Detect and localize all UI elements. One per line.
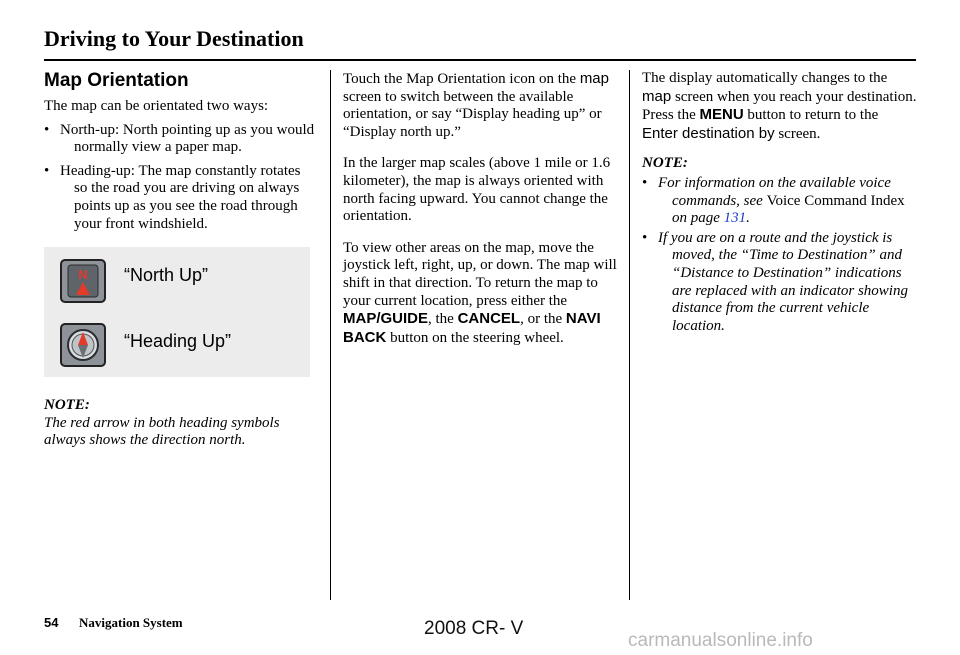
paragraph-map-scales: In the larger map scales (above 1 mile or 1.6 kilometer), the map is always oriented with north facing upward. You cannot change the orientation. bbox=[343, 155, 611, 225]
voice-command-index-ref: Voice Command Index bbox=[766, 192, 905, 209]
page-title: Driving to Your Destination bbox=[44, 26, 304, 51]
page-link[interactable]: 131 bbox=[723, 210, 747, 227]
column-left bbox=[44, 70, 316, 450]
note-label: NOTE: bbox=[642, 155, 688, 172]
north-up-icon bbox=[60, 259, 106, 303]
list-item: • If you are on a route and the joystick is moved, the “Time to Destination” and “Distance to Destination” indications are replaced with an indicator showing distance from the current vehicle location. bbox=[642, 230, 917, 336]
map-screen-term: map bbox=[642, 87, 672, 105]
cancel-button-term: CANCEL bbox=[457, 310, 521, 328]
footer-watermark: carmanualsonline.info bbox=[628, 630, 813, 651]
column-divider bbox=[629, 70, 630, 600]
menu-button-term: MENU bbox=[699, 106, 744, 124]
column-right bbox=[642, 70, 917, 337]
heading-up-caption: “Heading Up” bbox=[124, 331, 232, 352]
note-body: The red arrow in both heading symbols always shows the direction north. bbox=[44, 414, 280, 449]
notes-list bbox=[642, 175, 917, 335]
north-letter: N bbox=[78, 267, 88, 283]
orientation-list bbox=[44, 122, 316, 234]
navi-back-button-term: NAVI BACK bbox=[343, 310, 601, 346]
list-item: • For information on the available voice commands, see Voice Command Index on page 131. bbox=[642, 175, 917, 228]
column-middle bbox=[343, 70, 618, 347]
map-guide-button-term: MAP/GUIDE bbox=[343, 310, 429, 328]
page-number: 54 bbox=[44, 615, 59, 630]
section-heading: Map Orientation bbox=[44, 70, 189, 91]
enter-destination-term: Enter destination by bbox=[642, 124, 775, 142]
map-screen-term: map bbox=[579, 70, 609, 87]
orientation-icons-panel bbox=[44, 247, 310, 377]
list-item: • North-up: North pointing up as you would normally view a paper map. bbox=[44, 122, 316, 157]
paragraph-destination: The display automatically changes to the map screen when you reach your destination. Press the MENU button to return to the Enter destination by screen. bbox=[642, 70, 917, 142]
column-divider bbox=[330, 70, 331, 600]
paragraph-orientation-icon: Touch the Map Orientation icon on the map screen to switch between the available orientation, or say “Display heading up” or “Display north up.” bbox=[343, 70, 609, 140]
intro-text: The map can be orientated two ways: bbox=[44, 98, 269, 114]
header-rule bbox=[44, 59, 916, 61]
footer-system-name: Navigation System bbox=[79, 615, 183, 630]
footer-model: 2008 CR- V bbox=[424, 618, 524, 639]
heading-up-icon bbox=[60, 323, 106, 367]
north-up-caption: “North Up” bbox=[124, 265, 209, 286]
paragraph-joystick: To view other areas on the map, move the joystick left, right, up, or down. The map will shift in that direction. To return the map to your current location, press either the MAP/GUIDE, the CANCEL, or the NAVI BACK button on the steering wheel. bbox=[343, 239, 617, 346]
list-item: • Heading-up: The map constantly rotates so the road you are driving on always points up as you see the road through your front windshield. bbox=[44, 163, 316, 233]
note-label: NOTE: bbox=[44, 397, 90, 414]
